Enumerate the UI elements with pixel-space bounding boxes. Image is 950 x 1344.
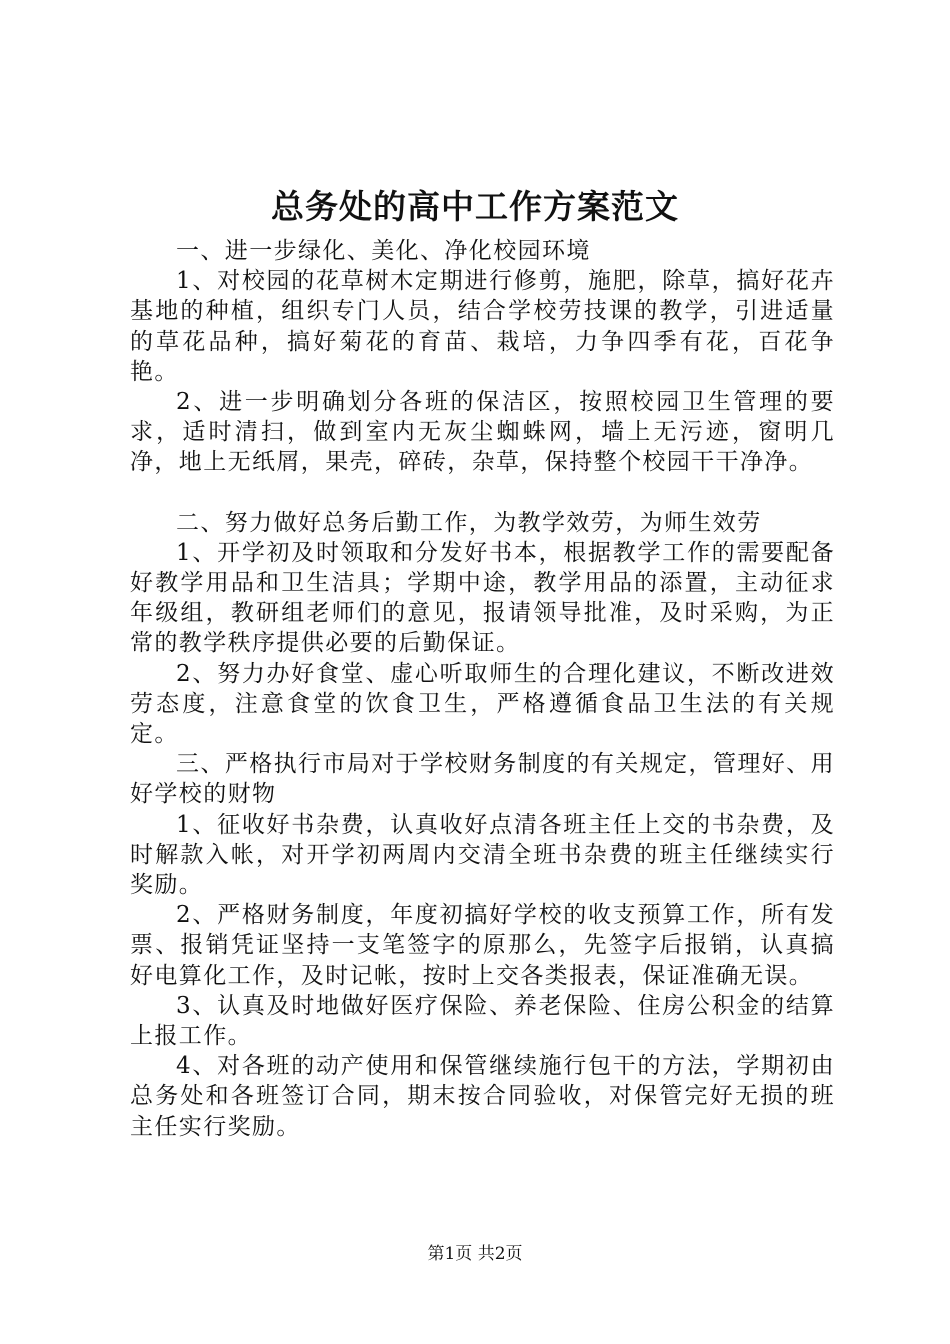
page-footer: 第1页 共2页 — [427, 1244, 523, 1264]
paragraph: 2、进一步明确划分各班的保洁区，按照校园卫生管理的要求，适时清扫，做到室内无灰尘蜘蛛网，墙上无污迹，窗明几净，地上无纸屑，果壳，碎砖，杂草，保持整个校园干干净净。 — [130, 389, 835, 476]
paragraph: 2、严格财务制度，年度初搞好学校的收支预算工作，所有发票、报销凭证坚持一支笔签字的原那么，先签字后报销，认真搞好电算化工作，及时记帐，按时上交各类报表，保证准确无误。 — [130, 902, 835, 989]
paragraph: 3、认真及时地做好医疗保险、养老保险、住房公积金的结算上报工作。 — [130, 992, 835, 1050]
section-heading-1: 一、进一步绿化、美化、净化校园环境 — [176, 238, 591, 264]
section-heading-2: 二、努力做好总务后勤工作，为教学效劳，为师生效劳 — [176, 509, 762, 536]
paragraph: 4、对各班的动产使用和保管继续施行包干的方法，学期初由总务处和各班签订合同，期末按合同验收，对保管完好无损的班主任实行奖励。 — [130, 1053, 835, 1140]
paragraph: 2、努力办好食堂、虚心听取师生的合理化建议，不断改进效劳态度，注意食堂的饮食卫生，严格遵循食品卫生法的有关规定。 — [130, 660, 835, 748]
paragraph: 1、对校园的花草树木定期进行修剪，施肥，除草，搞好花卉基地的种植，组织专门人员，结合学校劳技课的教学，引进适量的草花品种，搞好菊花的育苗、栽培，力争四季有花，百花争艳。 — [130, 268, 835, 385]
paragraph: 1、开学初及时领取和分发好书本，根据教学工作的需要配备好教学用品和卫生洁具；学期中途，教学用品的添置，主动征求年级组，教研组老师们的意见，报请领导批准，及时采购，为正常的教学秩序提供必要的后勤保证。 — [130, 539, 835, 657]
section-heading-3: 三、严格执行市局对于学校财务制度的有关规定，管理好、用好学校的财物 — [130, 751, 835, 808]
paragraph: 1、征收好书杂费，认真收好点清各班主任上交的书杂费，及时解款入帐，对开学初两周内交清全班书杂费的班主任继续实行奖励。 — [130, 811, 835, 899]
document-title: 总务处的高中工作方案范文 — [271, 187, 679, 226]
document-body — [130, 236, 835, 1142]
paragraph-spacer — [130, 478, 835, 508]
